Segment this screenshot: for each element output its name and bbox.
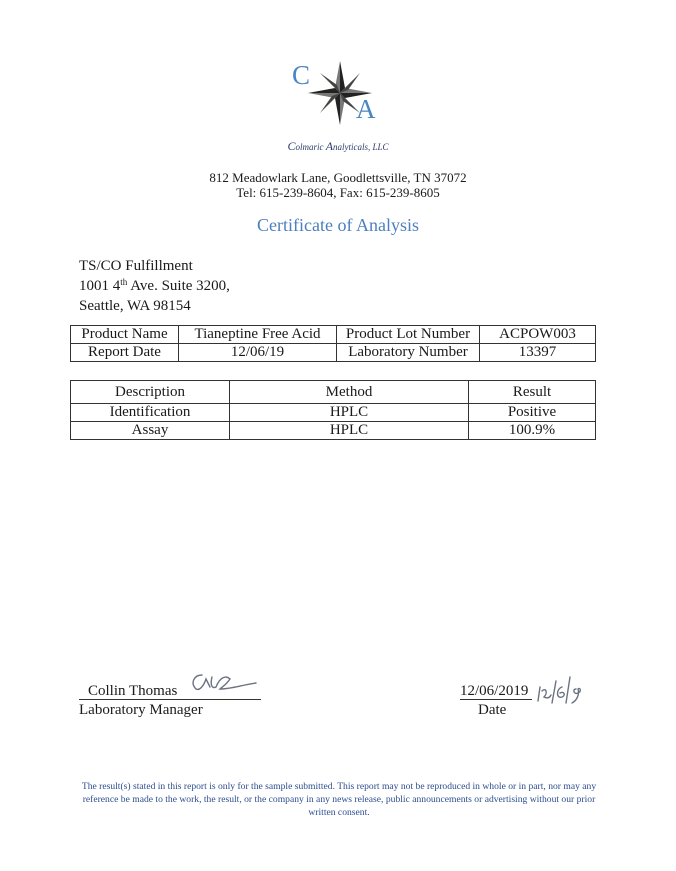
client-street bbox=[79, 276, 230, 296]
lab-address bbox=[150, 170, 526, 200]
product-name-value: Tianeptine Free Acid bbox=[179, 326, 337, 344]
handwritten-signature bbox=[186, 669, 258, 697]
report-date-value: 12/06/19 bbox=[179, 344, 337, 362]
handwritten-date bbox=[536, 669, 588, 705]
logo-letter-c: C bbox=[292, 60, 311, 90]
company-name-part1: olmaric bbox=[295, 142, 326, 152]
lot-number-label: Product Lot Number bbox=[337, 326, 480, 344]
company-name-part2: nalyticals, LLC bbox=[333, 142, 389, 152]
laboratory-number-label: Laboratory Number bbox=[337, 344, 480, 362]
laboratory-number-value: 13397 bbox=[480, 344, 596, 362]
table-cell: Assay bbox=[71, 422, 230, 440]
column-header-result: Result bbox=[469, 381, 596, 404]
table-row bbox=[71, 404, 596, 422]
client-name: TS/CO Fulfillment bbox=[79, 258, 193, 274]
signer-title: Laboratory Manager bbox=[79, 702, 203, 718]
disclaimer-text: The result(s) stated in this report is only for the sample submitted. This report may not be reproduced in whole or in part, nor may any reference be made to the work, the result, or the company in any news release, public announcements or advertising without our prior written consent. bbox=[81, 781, 597, 818]
table-cell: 100.9% bbox=[469, 422, 596, 440]
table-cell: Positive bbox=[469, 404, 596, 422]
client-address bbox=[79, 256, 230, 316]
signature-line bbox=[79, 699, 261, 700]
signer-name: Collin Thomas bbox=[88, 683, 178, 699]
column-header-description: Description bbox=[71, 381, 230, 404]
table-cell: HPLC bbox=[230, 404, 469, 422]
client-city: Seattle, WA 98154 bbox=[79, 298, 191, 314]
document-title: Certificate of Analysis bbox=[257, 215, 419, 235]
logo-letter-a: A bbox=[356, 94, 376, 124]
report-date-label: Report Date bbox=[71, 344, 179, 362]
address-line-2: Tel: 615-239-8604, Fax: 615-239-8605 bbox=[236, 185, 440, 200]
company-initial-c: C bbox=[287, 139, 296, 153]
client-street-rest: Ave. Suite 3200, bbox=[127, 278, 230, 294]
table-cell: HPLC bbox=[230, 422, 469, 440]
product-name-label: Product Name bbox=[71, 326, 179, 344]
company-initial-a: A bbox=[325, 139, 334, 153]
table-cell: Identification bbox=[71, 404, 230, 422]
table-row bbox=[71, 326, 596, 344]
table-row bbox=[71, 422, 596, 440]
lot-number-value: ACPOW003 bbox=[480, 326, 596, 344]
date-label: Date bbox=[478, 702, 507, 718]
signature-date: 12/06/2019 bbox=[460, 683, 529, 699]
column-header-method: Method bbox=[230, 381, 469, 404]
address-line-1: 812 Meadowlark Lane, Goodlettsville, TN 37072 bbox=[209, 170, 467, 185]
product-info-table bbox=[70, 325, 596, 362]
results-table bbox=[70, 380, 596, 440]
client-street-number: 1001 4 bbox=[79, 278, 121, 294]
client-street-suffix: th bbox=[120, 277, 128, 287]
table-row bbox=[71, 344, 596, 362]
table-header-row bbox=[71, 381, 596, 404]
date-line bbox=[460, 699, 532, 700]
company-name bbox=[200, 139, 476, 154]
